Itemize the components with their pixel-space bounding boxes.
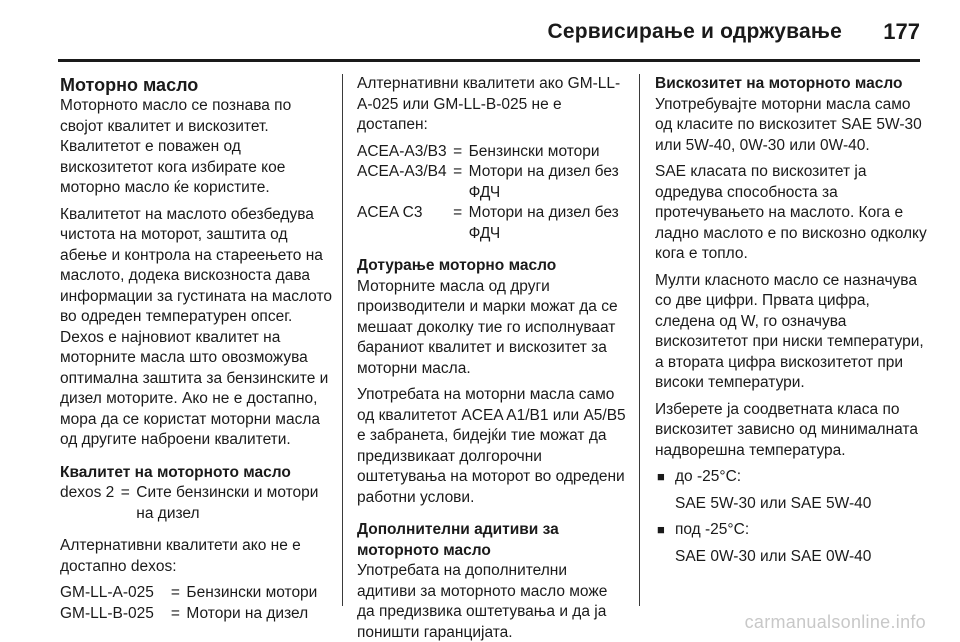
column-divider-2: [639, 74, 640, 606]
table-row: [357, 203, 629, 244]
paragraph: Моторните масла од други производители и марки можат да се мешаат доколку тие го исполнуваат бараниот квалитет и вискозитет за моторни масла.: [357, 277, 618, 377]
table-key: ACEA C3: [357, 204, 423, 221]
column-3: [655, 74, 930, 567]
acea-table: [357, 142, 629, 245]
table-value: Мотори на дизел без ФДЧ: [468, 163, 619, 201]
paragraph: Мулти класното масло се назначува со две цифри. Првата цифра, следена од W, го означува вискозитетот при ниски температури, а втората цифра вискозитетот при високи температури.: [655, 271, 924, 391]
paragraph: SAE класата по вискозитет ја одредува способноста за протечувањето на маслото. Кога е ладно маслото е по вискозно одколку кога е топло.: [655, 163, 927, 262]
bullet-label: под -25°C:: [675, 521, 750, 538]
table-key: dexos 2: [60, 484, 115, 501]
table-eq: =: [120, 484, 130, 501]
table-row: [60, 483, 332, 524]
bullet-label: до -25°C:: [675, 468, 742, 485]
quality-table: [60, 483, 332, 524]
bullet-detail: SAE 5W-30 или SAE 5W-40: [675, 494, 872, 512]
table-eq: =: [453, 163, 463, 180]
column-1: [60, 74, 332, 636]
list-item: [655, 467, 930, 488]
bullet-square-icon: ■: [657, 469, 665, 484]
table-value: Сите бензински и мотори на дизел: [136, 484, 319, 522]
section-heading-engine-oil: Моторно масло: [60, 75, 199, 95]
table-row: [60, 604, 332, 625]
header-rule: [58, 59, 920, 62]
column-2: [357, 74, 629, 642]
list-item: [655, 520, 930, 541]
paragraph: Употребувајте моторни масла само од класите по вискозитет SAE 5W-30 или 5W-40, 0W-30 или 0W-40.: [655, 95, 922, 154]
table-key: GM-LL-B-025: [60, 604, 154, 622]
paragraph: Употребата на моторни масла само од квалитетот ACEA A1/B1 или A5/B5 е забранета, бидејќи тие можат да предизвикаат долгорочни оштетувања на моторот во одредени работни услови.: [357, 386, 626, 506]
table-row: [60, 583, 332, 604]
table-value: Бензински мотори: [186, 584, 318, 601]
column-divider-1: [342, 74, 343, 606]
paragraph: Алтернативни квалитети ако GM-LL-A-025 или GM-LL-B-025 не е достапен:: [357, 75, 621, 133]
subheading-topup: Дотурање моторно масло: [357, 257, 557, 274]
subheading-viscosity: Вискозитет на моторното масло: [655, 75, 903, 92]
page-header: [0, 0, 960, 62]
table-key: ACEA-A3/B4: [357, 163, 447, 180]
table-eq: =: [170, 584, 180, 601]
table-row: [357, 142, 629, 163]
paragraph: Алтернативни квалитети ако не е достапно dexos:: [60, 537, 301, 575]
bullet-detail: SAE 0W-30 или SAE 0W-40: [675, 547, 872, 565]
table-row: [357, 162, 629, 203]
page-title: Сервисирање и одржување: [547, 20, 842, 43]
subheading-additives: Дополнителни адитиви за моторното масло: [357, 521, 559, 559]
table-eq: =: [453, 204, 463, 221]
paragraph: Моторното масло се познава по својот квалитет и вискозитет. Квалитетот е поважен од вискозитетот кога избирате кое моторно масло ќе користите.: [60, 97, 292, 196]
table-value: Бензински мотори: [468, 142, 600, 160]
table-eq: =: [453, 142, 463, 160]
table-key: GM-LL-A-025: [60, 584, 154, 601]
paragraph: Квалитетот на маслото обезбедува чистота на моторот, заштита од абење и контрола на стареењето на маслото, додека вискозноста дава информации за густината на маслото во одреден температурен опсег. Dexos е најновиот квалитет на моторните масла што овозможува оптимална заштита за бензинските и дизел моторите. Ако не е достапно, мора да се користат моторни масла од другите наброени квалитети.: [60, 205, 333, 448]
table-value: Мотори на дизел: [186, 604, 309, 622]
table-eq: =: [170, 604, 180, 622]
subheading-oil-quality: Квалитет на моторното масло: [60, 463, 291, 481]
table-value: Мотори на дизел без ФДЧ: [468, 204, 619, 242]
alt-quality-table: [60, 583, 332, 624]
paragraph: Употребата на дополнителни адитиви за моторното масло може да предизвика оштетувања и да ја поништи гаранцијата.: [357, 562, 608, 641]
paragraph: Изберете ја соодветната класа по вискозитет зависно од минималната надворешна температура.: [655, 400, 918, 459]
page-number: 177: [883, 19, 920, 44]
bullet-square-icon: ■: [657, 522, 665, 537]
watermark-text: carmanualsonline.info: [744, 612, 926, 632]
table-key: ACEA-A3/B3: [357, 142, 447, 160]
